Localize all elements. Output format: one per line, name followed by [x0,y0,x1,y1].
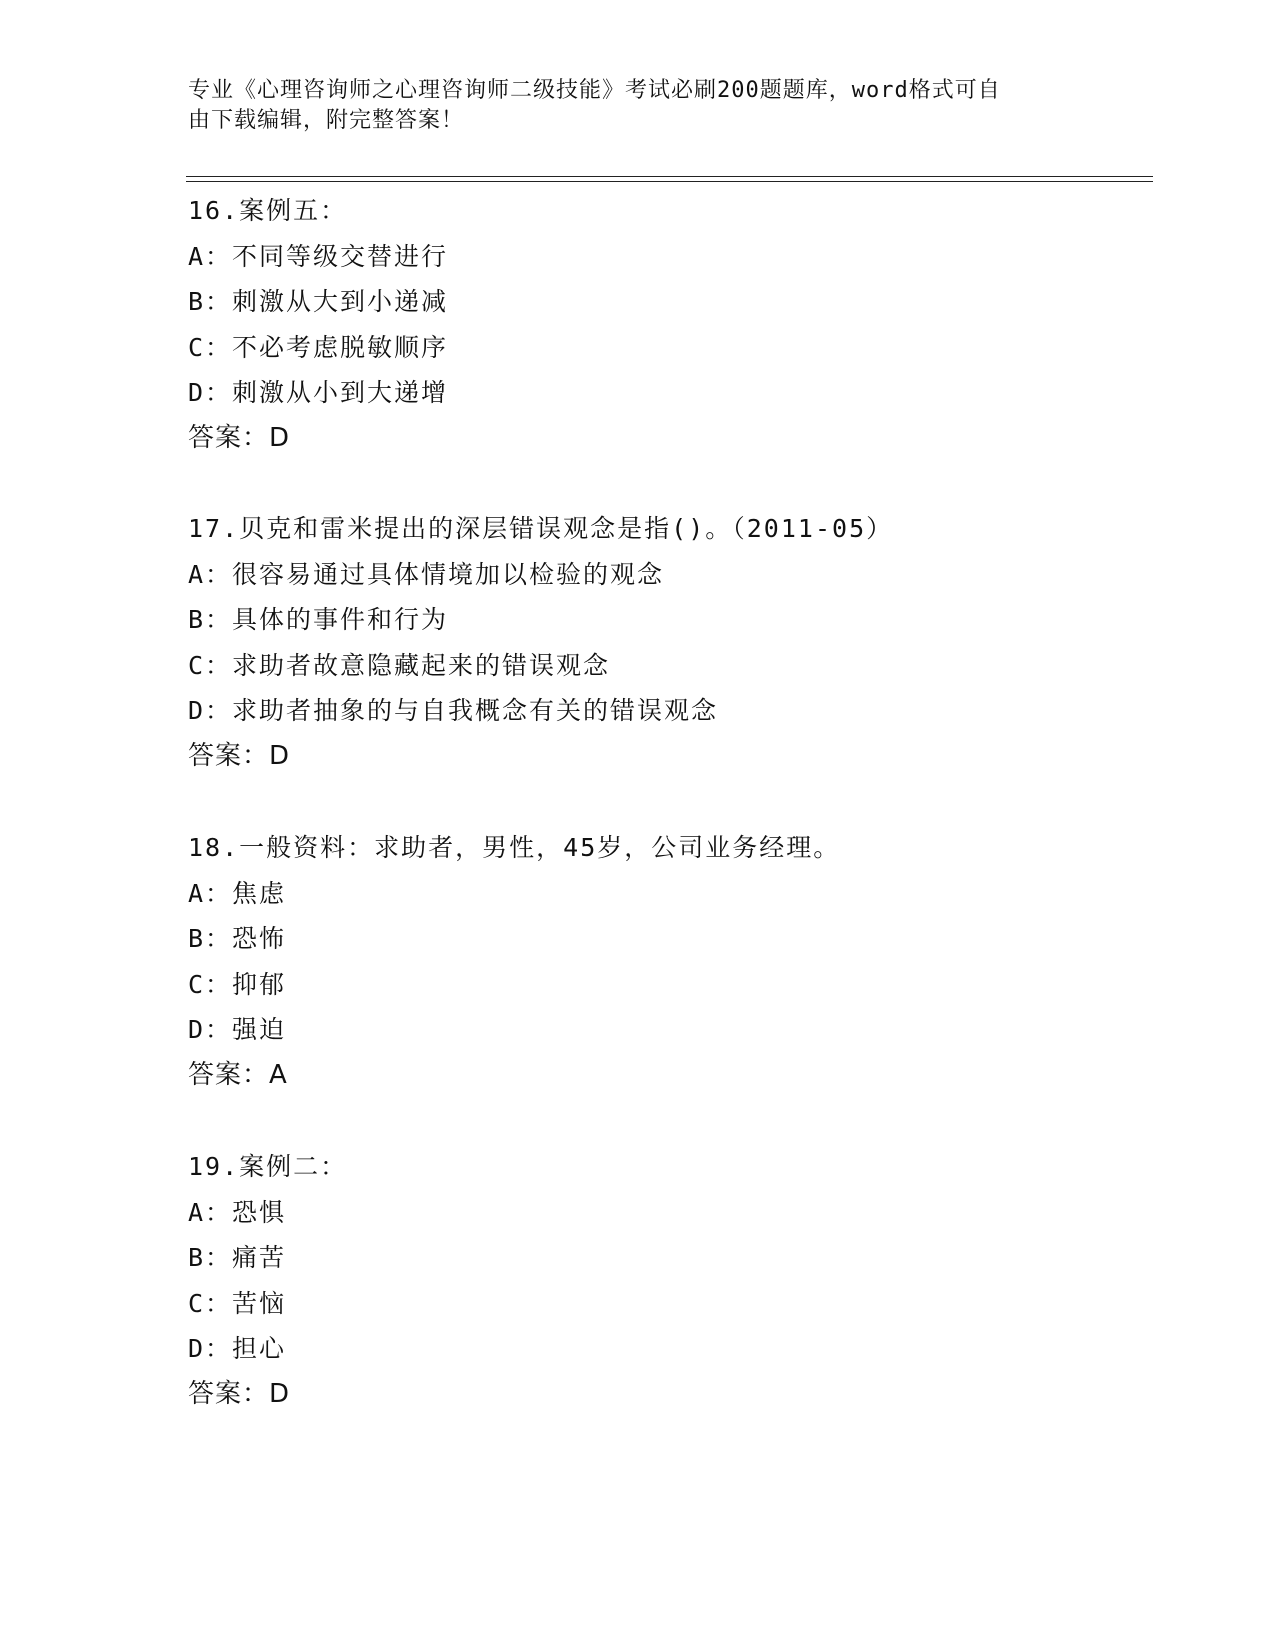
option-c: C：不必考虑脱敏顺序 [188,332,449,362]
option-b: B：刺激从大到小递减 [188,287,449,316]
header-divider-bottom [186,181,1153,182]
option-a: A：不同等级交替进行 [188,241,449,271]
question-title: 19.案例二： [188,1152,348,1181]
header-line-2: 由下载编辑，附完整答案！ [188,108,465,133]
question-block [188,825,1148,1098]
header-line-1: 专业《心理咨询师之心理咨询师二级技能》考试必刷200题题库，word格式可自 [188,78,1001,103]
answer-line: 答案：D [188,422,291,453]
option-b: B：恐怖 [188,924,287,953]
header-divider-top [186,176,1153,177]
answer-line: 答案：A [188,1059,288,1090]
option-b: B：痛苦 [188,1243,287,1272]
option-d: D：求助者抽象的与自我概念有关的错误观念 [188,696,719,725]
answer-line: 答案：D [188,1378,291,1409]
option-a: A：恐惧 [188,1197,287,1227]
answer-line: 答案：D [188,740,291,771]
question-title: 17.贝克和雷米提出的深层错误观念是指()。（2011-05） [188,514,894,543]
option-c: C：求助者故意隐藏起来的错误观念 [188,650,611,680]
option-d: D：刺激从小到大递增 [188,378,449,407]
option-b: B：具体的事件和行为 [188,605,449,634]
option-d: D：强迫 [188,1015,287,1044]
question-title: 16.案例五： [188,196,348,225]
option-a: A：很容易通过具体情境加以检验的观念 [188,559,665,589]
question-block [188,1144,1148,1417]
option-c: C：苦恼 [188,1288,287,1318]
option-c: C：抑郁 [188,969,287,999]
question-block [188,188,1148,461]
question-title: 18.一般资料：求助者，男性，45岁，公司业务经理。 [188,833,841,862]
option-a: A：焦虑 [188,878,287,908]
option-d: D：担心 [188,1334,287,1363]
document-header [188,76,1068,136]
question-block [188,506,1148,779]
